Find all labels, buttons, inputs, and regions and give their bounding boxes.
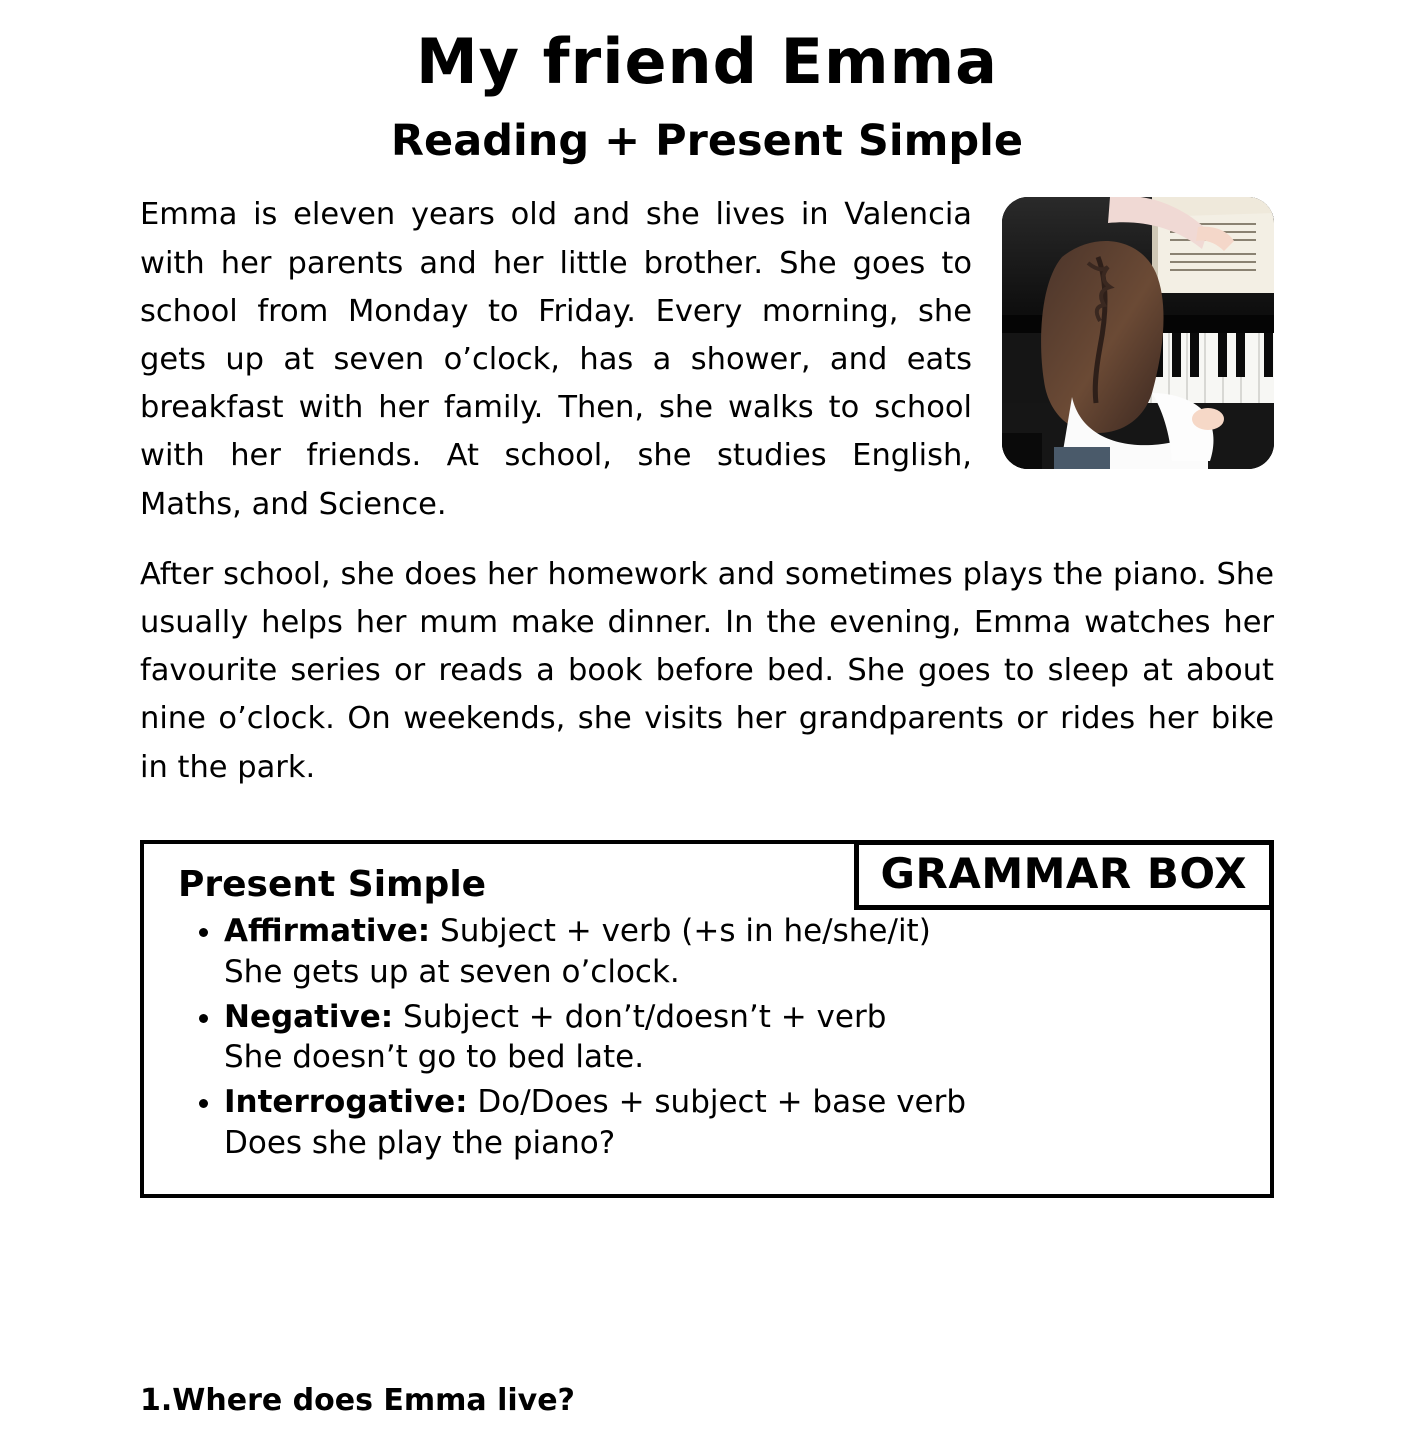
grammar-rule-example: Does she play the piano? bbox=[224, 1125, 616, 1162]
grammar-rule-list bbox=[166, 911, 1246, 1164]
grammar-rule-label: Interrogative: bbox=[224, 1084, 468, 1121]
grammar-rule-label: Negative: bbox=[224, 998, 394, 1035]
grammar-rule-label: Affirmative: bbox=[224, 912, 431, 949]
list-item bbox=[224, 911, 1246, 993]
reading-paragraph-2: After school, she does her homework and sometimes plays the piano. She usually helps her mum make dinner. In the evening, Emma watches her favourite series or reads a book before bed. She goes to sleep at about nine o’clock. On weekends, she visits her grandparents or rides her bike in the park. bbox=[140, 556, 1274, 785]
list-item bbox=[224, 997, 1246, 1079]
page-title: My friend Emma bbox=[415, 25, 999, 98]
page-subtitle: Reading + Present Simple bbox=[390, 116, 1024, 167]
worksheet-page bbox=[0, 25, 1414, 1442]
reading-paragraph-1: Emma is eleven years old and she lives in Valencia with her parents and her little brother. She goes to school from Monday to Friday. Every morning, she gets up at seven o’clock, has a shower, and eats breakfast with her family. Then, she walks to school with her friends. At school, she studies English, Maths, and Science. bbox=[140, 197, 972, 522]
grammar-rule-example: She doesn’t go to bed late. bbox=[224, 1039, 645, 1076]
grammar-rule-example: She gets up at seven o’clock. bbox=[224, 953, 680, 990]
grammar-section bbox=[140, 840, 1274, 1198]
list-item bbox=[224, 1082, 1246, 1164]
grammar-rule-text: Subject + don’t/doesn’t + verb bbox=[393, 998, 887, 1035]
grammar-rule-text: Subject + verb (+s in he/she/it) bbox=[430, 912, 931, 949]
grammar-box-tab: GRAMMAR BOX bbox=[854, 840, 1274, 910]
grammar-rule-text: Do/Does + subject + base verb bbox=[467, 1084, 967, 1121]
grammar-heading: Present Simple bbox=[178, 863, 487, 905]
girl-playing-piano-photo bbox=[1002, 197, 1274, 469]
question-1: 1.Where does Emma live? bbox=[140, 1383, 575, 1418]
reading-section bbox=[140, 191, 1274, 791]
